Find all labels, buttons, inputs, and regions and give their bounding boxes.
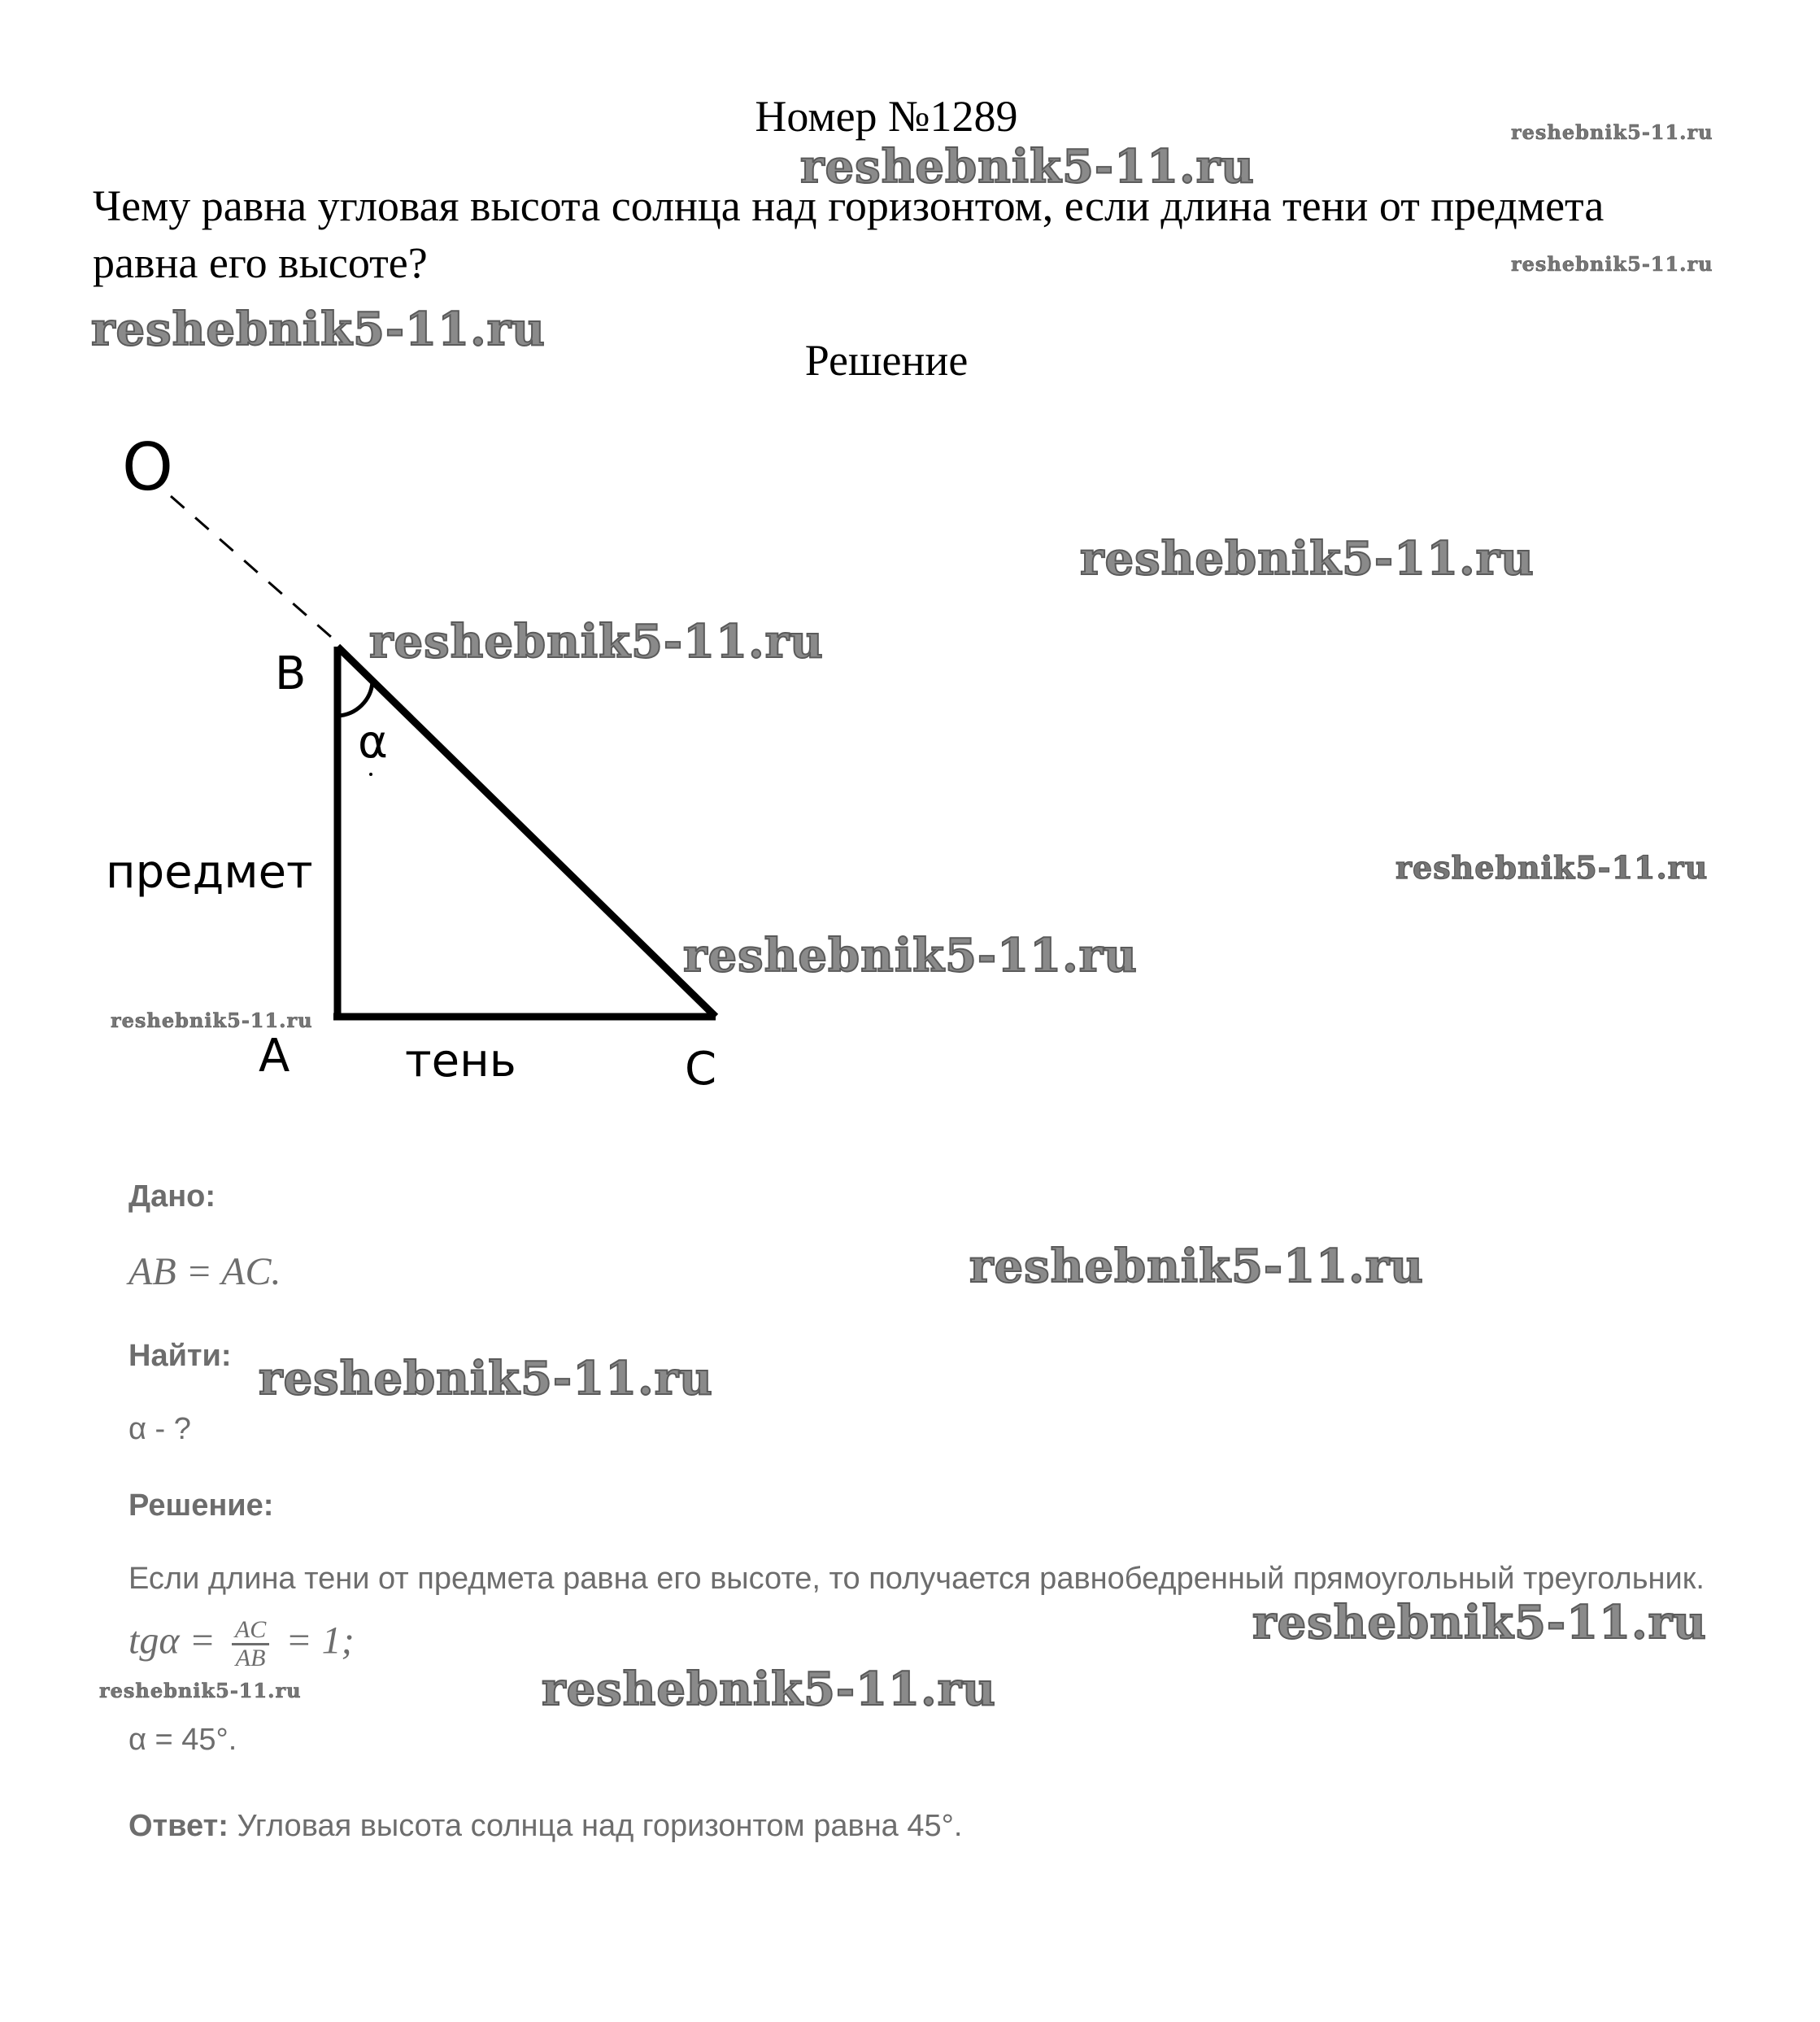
- watermark: reshebnik5-11.ru: [800, 140, 1255, 194]
- result-value: α = 45°.: [128, 1723, 237, 1757]
- formula-rhs: = 1;: [285, 1619, 355, 1662]
- answer-line: [128, 1809, 962, 1844]
- answer-label: Ответ:: [128, 1809, 229, 1843]
- watermark: reshebnik5-11.ru: [1252, 1596, 1707, 1649]
- formula-lhs: tgα =: [128, 1619, 216, 1662]
- sun-ray-dashed-line: [171, 496, 337, 643]
- given-label: Дано:: [128, 1179, 216, 1214]
- formula-fraction: [232, 1617, 269, 1671]
- watermark: reshebnik5-11.ru: [1511, 120, 1713, 144]
- label-point-b: B: [275, 647, 307, 700]
- problem-question: Чему равна угловая высота солнца над горизонтом, если длина тени от предмета равна его высоте?: [93, 181, 1604, 287]
- label-alpha: α: [358, 716, 388, 769]
- find-label: Найти:: [128, 1339, 232, 1373]
- watermark: reshebnik5-11.ru: [111, 1009, 313, 1032]
- find-value: α - ?: [128, 1412, 191, 1446]
- answer-text: Угловая высота солнца над горизонтом равна 45°.: [237, 1809, 963, 1843]
- formula-tangent: [128, 1617, 355, 1671]
- label-point-c: C: [685, 1043, 717, 1096]
- solution-text: Если длина тени от предмета равна его высоте, то получается равнобедренный прямоугольный треугольник.: [128, 1562, 1705, 1596]
- watermark: reshebnik5-11.ru: [683, 929, 1138, 983]
- watermark: reshebnik5-11.ru: [1511, 252, 1713, 276]
- dot-mark: [369, 773, 372, 776]
- watermark: reshebnik5-11.ru: [1395, 849, 1709, 886]
- side-bc-line: [337, 647, 716, 1017]
- page-title: Номер №1289: [755, 92, 1018, 141]
- solution-label: Решение:: [128, 1488, 274, 1523]
- label-point-a: A: [259, 1030, 290, 1083]
- given-value: AB = AC.: [128, 1250, 281, 1293]
- label-shadow: тень: [405, 1035, 516, 1087]
- watermark: reshebnik5-11.ru: [91, 303, 546, 356]
- watermark: reshebnik5-11.ru: [969, 1240, 1424, 1293]
- solution-heading: Решение: [804, 336, 969, 385]
- label-point-o: O: [122, 429, 173, 505]
- formula-numerator: AC: [232, 1617, 269, 1645]
- angle-alpha-arc: [337, 682, 372, 716]
- label-object: предмет: [106, 846, 313, 899]
- watermark: reshebnik5-11.ru: [259, 1352, 713, 1405]
- watermark: reshebnik5-11.ru: [1080, 532, 1535, 586]
- watermark: reshebnik5-11.ru: [99, 1679, 302, 1702]
- watermark: reshebnik5-11.ru: [542, 1662, 996, 1716]
- formula-denominator: AB: [235, 1645, 266, 1671]
- watermark: reshebnik5-11.ru: [369, 615, 824, 669]
